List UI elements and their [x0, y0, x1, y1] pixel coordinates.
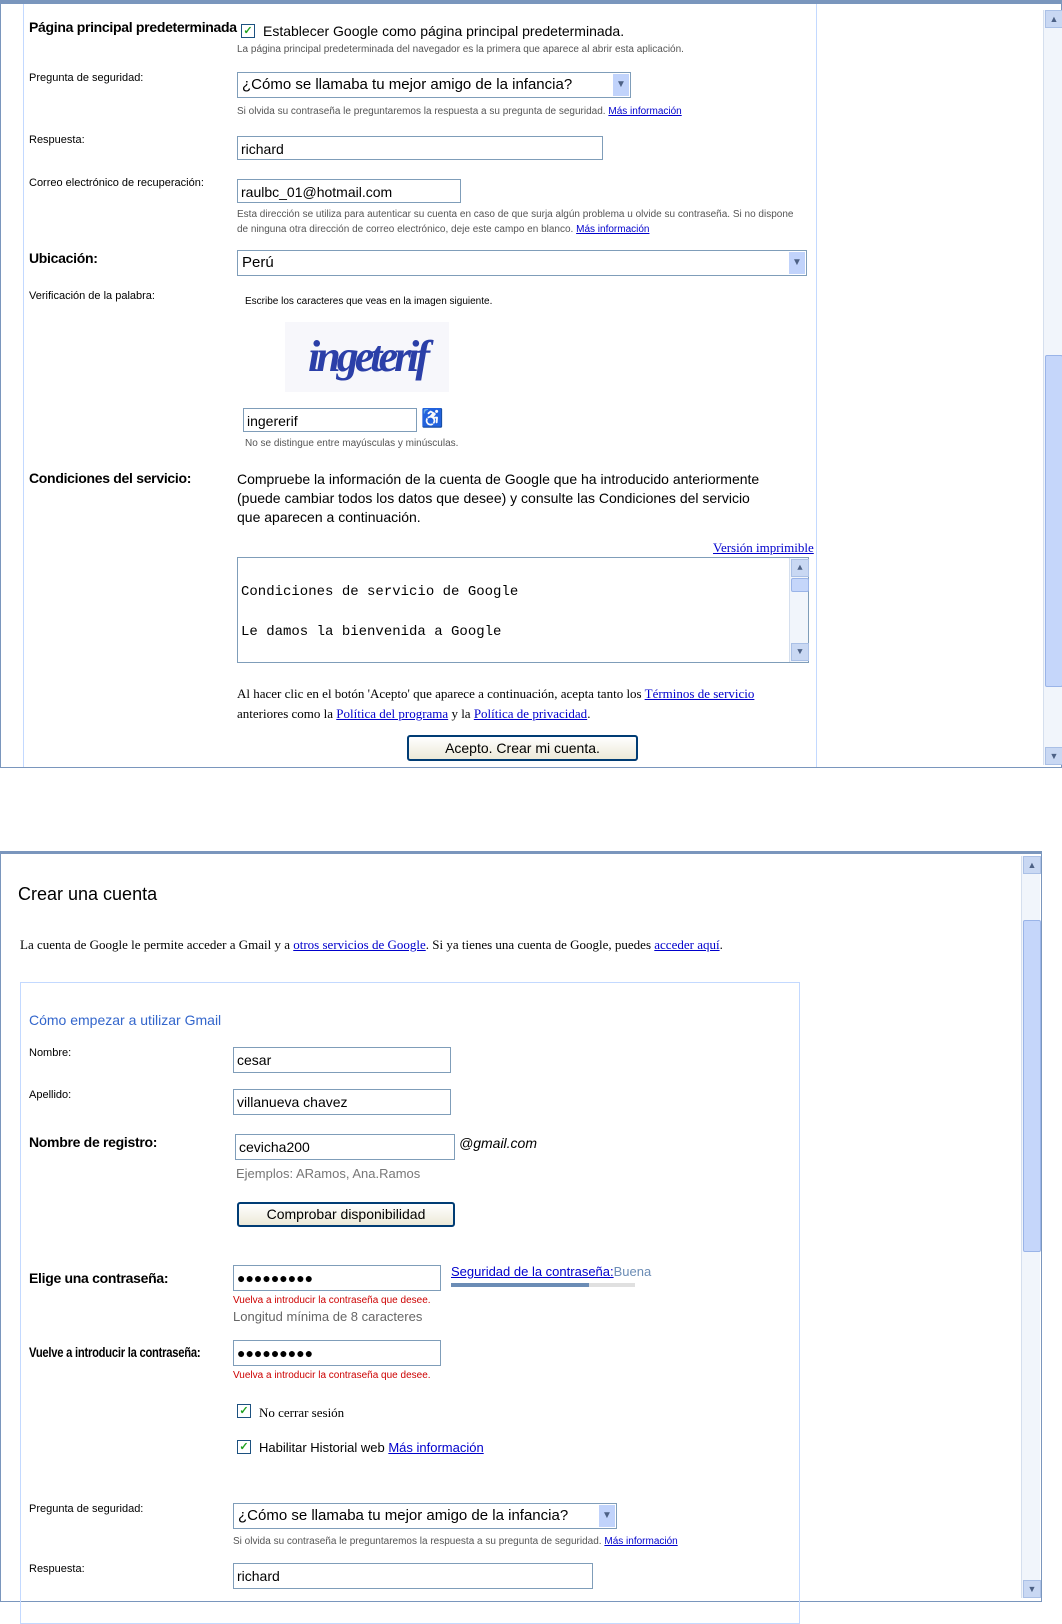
terms-line: Condiciones de servicio de Google — [241, 584, 519, 600]
first-name-label: Nombre: — [29, 1047, 72, 1059]
terms-scrollbar[interactable]: ▲ ▼ — [789, 558, 808, 662]
web-history-checkbox[interactable]: ✓ — [237, 1440, 251, 1454]
location-label: Ubicación: — [29, 250, 98, 266]
chevron-down-icon: ▼ — [599, 1505, 615, 1527]
answer-input[interactable]: richard — [233, 1563, 593, 1589]
security-question-value: ¿Cómo se llamaba tu mejor amigo de la infancia? — [238, 1507, 569, 1524]
more-info-link[interactable]: Más información — [576, 224, 650, 235]
recovery-email-input[interactable]: raulbc_01@hotmail.com — [237, 179, 461, 203]
captcha-image: ingeterif — [285, 322, 449, 392]
security-question-value: ¿Cómo se llamaba tu mejor amigo de la infancia? — [242, 76, 573, 93]
text: La cuenta de Google le permite acceder a Gmail y a — [20, 937, 294, 952]
more-info-link[interactable]: Más información — [608, 106, 682, 117]
username-hint: Ejemplos: ARamos, Ana.Ramos — [236, 1166, 421, 1181]
confirm-password-error: Vuelva a introducir la contraseña que desee. — [233, 1370, 431, 1381]
username-label: Nombre de registro: — [29, 1134, 158, 1150]
browser-window-bottom — [0, 851, 1042, 1602]
sign-in-link[interactable]: acceder aquí — [654, 937, 720, 952]
chevron-down-icon: ▼ — [789, 252, 805, 274]
security-question-label: Pregunta de seguridad: — [29, 1503, 144, 1515]
homepage-checkbox-label: Establecer Google como página principal predeterminada. — [263, 23, 625, 39]
homepage-checkbox[interactable]: ✓ — [241, 24, 255, 38]
text: anteriores como la — [237, 706, 337, 721]
more-info-link[interactable]: Más información — [388, 1440, 484, 1455]
last-name-label: Apellido: — [29, 1089, 72, 1101]
page-title: Crear una cuenta — [18, 884, 158, 904]
location-select[interactable] — [237, 250, 807, 276]
terms-intro: Compruebe la información de la cuenta de Google que ha introducido anteriormente (puede cambiar todos los datos que desee) y consulte las Condiciones del servicio que aparecen a continuación. — [237, 471, 760, 525]
hint-text: Esta dirección se utiliza para autenticar su cuenta en caso de que surja algún problema u olvide su contraseña. Si no dispone de ninguna otra dirección de correo electrónico, deje este campo en blanco. — [237, 209, 794, 235]
captcha-label: Verificación de la palabra: — [29, 290, 155, 302]
text: . — [719, 937, 723, 952]
browser-window-top — [0, 0, 1062, 768]
accessibility-icon[interactable]: ♿ — [421, 408, 444, 428]
answer-label: Respuesta: — [29, 1563, 85, 1575]
captcha-instruction: Escribe los caracteres que veas en la imagen siguiente. — [245, 296, 493, 307]
username-input[interactable]: cevicha200 — [235, 1134, 455, 1160]
location-value: Perú — [242, 254, 274, 271]
section-title: Cómo empezar a utilizar Gmail — [29, 1012, 222, 1028]
security-question-label: Pregunta de seguridad: — [29, 72, 144, 84]
accept-text — [237, 684, 797, 724]
text: Habilitar Historial web — [259, 1440, 385, 1455]
other-services-link[interactable]: otros servicios de Google — [293, 937, 426, 952]
recovery-email-hint — [237, 207, 797, 237]
password-strength-bar — [451, 1283, 635, 1287]
security-question-hint — [237, 106, 682, 117]
captcha-input[interactable]: ingererif — [243, 408, 417, 432]
terms-line: Le damos la bienvenida a Google — [241, 624, 502, 640]
first-name-input[interactable]: cesar — [233, 1047, 451, 1073]
password-input[interactable]: ●●●●●●●●● — [233, 1265, 441, 1291]
intro-text — [20, 937, 723, 953]
security-question-hint — [233, 1536, 678, 1547]
stay-signed-in-checkbox[interactable]: ✓ — [237, 1404, 251, 1418]
homepage-hint: La página principal predeterminada del navegador es la primera que aparece al abrir esta aplicación. — [237, 44, 684, 55]
web-history-label — [259, 1440, 484, 1455]
password-strength — [451, 1264, 651, 1279]
security-question-select[interactable] — [237, 72, 631, 98]
page-scrollbar[interactable]: ▲ ▼ — [1021, 856, 1040, 1598]
text: . Si ya tienes una cuenta de Google, puedes — [425, 937, 655, 952]
text: Al hacer clic en el botón 'Acepto' que aparece a continuación, acepta tanto los — [237, 686, 645, 701]
stay-signed-in-label: No cerrar sesión — [259, 1405, 345, 1420]
program-policy-link[interactable]: Política del programa — [336, 706, 449, 721]
gmail-suffix: @gmail.com — [459, 1135, 538, 1151]
confirm-password-input[interactable]: ●●●●●●●●● — [233, 1340, 441, 1366]
printable-version-link[interactable]: Versión imprimible — [713, 540, 814, 555]
privacy-policy-link[interactable]: Política de privacidad — [473, 706, 588, 721]
password-error: Vuelva a introducir la contraseña que desee. — [233, 1295, 431, 1306]
chevron-down-icon: ▼ — [613, 74, 629, 96]
hint-text: Si olvida su contraseña le preguntaremos la respuesta a su pregunta de seguridad. — [237, 106, 606, 117]
captcha-hint: No se distingue entre mayúsculas y minúsculas. — [245, 438, 459, 449]
password-strength-fill — [451, 1283, 589, 1287]
text: . — [587, 706, 591, 721]
hint-text: Si olvida su contraseña le preguntaremos la respuesta a su pregunta de seguridad. — [233, 1536, 602, 1547]
password-label: Elige una contraseña: — [29, 1270, 169, 1286]
accept-create-account-button[interactable]: Acepto. Crear mi cuenta. — [407, 735, 638, 761]
security-question-select[interactable] — [233, 1503, 617, 1529]
text: y la — [448, 706, 474, 721]
terms-label: Condiciones del servicio: — [29, 470, 192, 486]
terms-link[interactable]: Términos de servicio — [644, 686, 755, 701]
terms-textbox[interactable] — [237, 557, 809, 663]
last-name-input[interactable]: villanueva chavez — [233, 1089, 451, 1115]
answer-input[interactable]: richard — [237, 136, 603, 160]
check-availability-button[interactable]: Comprobar disponibilidad — [237, 1202, 455, 1227]
recovery-email-label: Correo electrónico de recuperación: — [29, 177, 204, 189]
password-strength-link[interactable]: Seguridad de la contraseña: — [451, 1264, 614, 1279]
password-strength-value: Buena — [613, 1264, 652, 1279]
confirm-password-label: Vuelve a introducir la contraseña: — [29, 1344, 201, 1360]
answer-label: Respuesta: — [29, 134, 85, 146]
more-info-link[interactable]: Más información — [604, 1536, 678, 1547]
homepage-label: Página principal predeterminada — [29, 19, 237, 35]
page-scrollbar[interactable]: ▲ ▼ — [1043, 10, 1062, 765]
password-hint: Longitud mínima de 8 caracteres — [233, 1309, 423, 1324]
